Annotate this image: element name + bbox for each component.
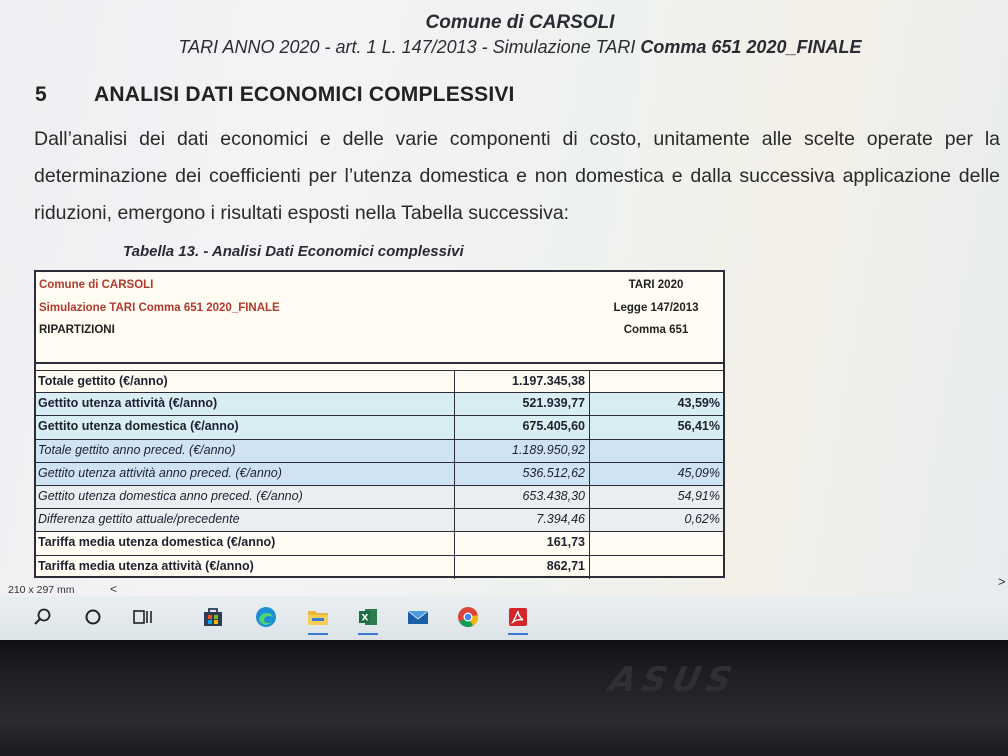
economic-table: [34, 270, 725, 578]
laptop-brand-logo: ASUS: [605, 660, 742, 700]
row-label: Gettito utenza domestica anno preced. (€/anno): [36, 486, 455, 508]
acrobat-icon[interactable]: [505, 604, 531, 630]
row-pct: 43,59%: [677, 396, 720, 411]
chrome-icon[interactable]: [455, 604, 481, 630]
row-pct: 0,62%: [684, 512, 720, 527]
table-row: [36, 440, 723, 463]
row-pct: 56,41%: [677, 419, 720, 434]
active-indicator: [358, 633, 378, 635]
laptop-bezel: [0, 640, 1008, 756]
svg-text:X: X: [361, 613, 369, 624]
row-value: 675.405,60: [455, 416, 590, 438]
table-head-left-3: RIPARTIZIONI: [39, 324, 115, 336]
row-value: 862,71: [455, 556, 590, 579]
table-row: [36, 370, 723, 393]
row-label: Totale gettito anno preced. (€/anno): [36, 440, 455, 462]
row-label: Tariffa media utenza domestica (€/anno): [36, 532, 455, 554]
row-pct: [590, 556, 723, 579]
table-header: [36, 272, 723, 364]
table-head-left-2: Simulazione TARI Comma 651 2020_FINALE: [39, 302, 280, 314]
row-pct: 54,91%: [677, 488, 720, 503]
active-indicator: [308, 633, 328, 635]
table-row: [36, 532, 723, 555]
scroll-right-button[interactable]: >: [998, 574, 1006, 589]
row-value: 521.939,77: [455, 393, 590, 415]
row-pct: [590, 440, 723, 462]
row-label: Differenza gettito attuale/precedente: [36, 509, 455, 531]
table-row: [36, 463, 723, 486]
table-head-left-1: Comune di CARSOLI: [39, 279, 154, 291]
row-label: Totale gettito (€/anno): [36, 371, 455, 392]
row-value: 7.394,46: [455, 509, 590, 531]
scroll-left-button[interactable]: <: [110, 582, 118, 596]
row-pct: [590, 532, 723, 554]
page-size-label: 210 x 297 mm: [8, 584, 75, 596]
section-title: ANALISI DATI ECONOMICI COMPLESSIVI: [94, 83, 515, 106]
header-subtitle-bold: Comma 651 2020_FINALE: [640, 37, 862, 57]
table-row: [36, 486, 723, 509]
row-label: Gettito utenza attività (€/anno): [36, 393, 455, 415]
row-value: 161,73: [455, 532, 590, 554]
table-caption: Tabella 13. - Analisi Dati Economici complessivi: [123, 243, 464, 260]
row-label: Gettito utenza domestica (€/anno): [36, 416, 455, 438]
table-row: [36, 416, 723, 439]
row-value: 1.197.345,38: [455, 371, 590, 392]
row-pct: 45,09%: [677, 465, 720, 480]
header-subtitle: [0, 37, 1008, 58]
task-view-icon[interactable]: [130, 604, 156, 630]
taskbar: [0, 596, 1008, 640]
table-head-right-2: Legge 147/2013: [613, 302, 699, 314]
table-row: [36, 509, 723, 532]
cortana-icon[interactable]: [80, 604, 106, 630]
table-row: [36, 393, 723, 416]
excel-icon[interactable]: [355, 604, 381, 630]
table-head-right-1: TARI 2020: [628, 279, 684, 291]
section-number: 5: [35, 83, 47, 106]
row-value: 653.438,30: [455, 486, 590, 508]
mail-icon[interactable]: [405, 604, 431, 630]
row-label: Tariffa media utenza attività (€/anno): [36, 556, 455, 579]
row-pct: [590, 371, 723, 392]
file-explorer-icon[interactable]: [305, 604, 331, 630]
header-subtitle-prefix: TARI ANNO 2020 - art. 1 L. 147/2013 - Simulazione TARI: [178, 37, 641, 57]
body-paragraph: Dall’analisi dei dati economici e delle varie componenti di costo, unitamente alle scelte operate per la determinazione dei coefficienti per l’utenza domestica e non domestica e dalla successiva applicazione delle riduzioni, emergono i risultati esposti nella Tabella successiva:: [34, 128, 1000, 224]
row-value: 536.512,62: [455, 463, 590, 485]
row-label: Gettito utenza attività anno preced. (€/anno): [36, 463, 455, 485]
store-icon[interactable]: [200, 604, 226, 630]
table-head-right-3: Comma 651: [623, 324, 689, 336]
search-icon[interactable]: [30, 604, 56, 630]
header-title: Comune di CARSOLI: [425, 12, 615, 33]
table-row: [36, 556, 723, 579]
table-body: [36, 370, 723, 579]
active-indicator: [508, 633, 528, 635]
edge-icon[interactable]: [253, 604, 279, 630]
row-value: 1.189.950,92: [455, 440, 590, 462]
